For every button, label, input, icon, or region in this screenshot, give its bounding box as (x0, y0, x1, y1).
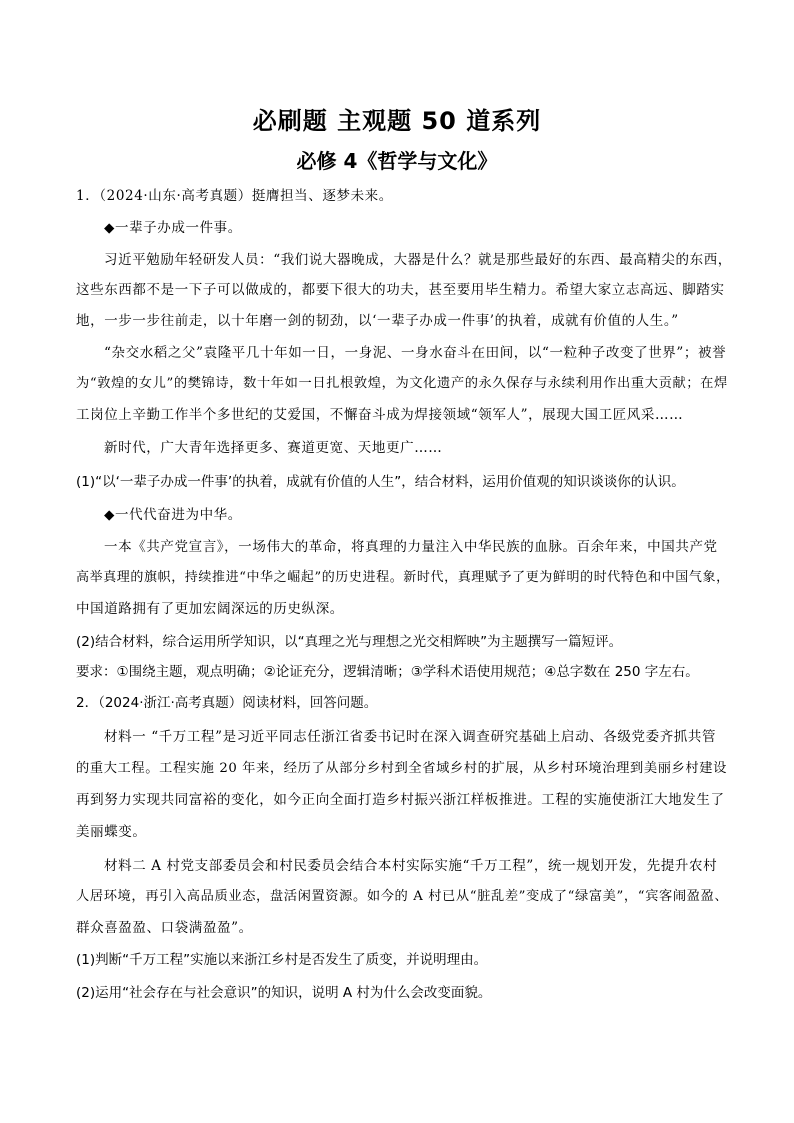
q1-paragraph-2-line: “杂交水稻之父”袁隆平几十年如一日，一身泥、一身水奋斗在田间，以“一粒种子改变了世界”；被誉 (104, 345, 727, 361)
q1-subquestion-2: (2)结合材料，综合运用所学知识，以“真理之光与理想之光交相辉映”为主题撰写一篇短评。 (76, 634, 623, 650)
q2-subquestion-1: (1)判断“千万工程”实施以来浙江乡村是否发生了质变，并说明理由。 (76, 952, 488, 968)
q2-header: 2．（2024·浙江·高考真题）阅读材料，回答问题。 (76, 695, 378, 711)
q1-paragraph-4-line: 高举真理的旗帜，持续推进“中华之崛起”的历史进程。新时代，真理赋予了更为鲜明的时代特色和中国气象， (76, 570, 730, 585)
q1-header: 1．（2024·山东·高考真题）挺膺担当、逐梦未来。 (76, 188, 393, 204)
q2-material-1-line: 再到努力实现共同富裕的变化，如今正向全面打造乡村振兴浙江样板推进。工程的实施使浙江大地发生了 (76, 792, 725, 808)
page-subtitle: 必修 4《哲学与文化》 (296, 149, 498, 173)
q2-subquestion-2: (2)运用“社会存在与社会意识”的知识，说明 A 村为什么会改变面貌。 (76, 985, 492, 1001)
q1-paragraph-4-line: 中国道路拥有了更加宏阔深远的历史纵深。 (76, 601, 344, 617)
q1-subquestion-1: (1)“以‘一辈子办成一件事’的执着，成就有价值的人生”，结合材料，运用价值观的知识谈谈你的认识。 (76, 474, 685, 490)
q1-paragraph-2-line: 为“敦煌的女儿”的樊锦诗，数十年如一日扎根敦煌，为文化遗产的永久保存与永续利用作出重大贡献；在焊 (76, 376, 728, 391)
q1-paragraph-1-line: 这些东西都不是一下子可以做成的，都要下很大的功夫，甚至要用毕生精力。希望大家立志高远、脚踏实 (76, 282, 725, 298)
q2-material-2-line: 人居环境，再引入高品质业态，盘活闲置资源。如今的 A 村已从“脏乱差”变成了“绿富美”，“宾客闹盈盈、 (76, 889, 729, 904)
q1-section-heading-1: ◆一辈子办成一件事。 (104, 220, 242, 236)
q2-material-2-line: 群众喜盈盈、口袋满盈盈”。 (76, 920, 253, 936)
q2-material-2-line: 材料二 A 村党支部委员会和村民委员会结合本村实际实施“千万工程”，统一规划开发，先提升农村 (104, 858, 718, 874)
q1-paragraph-1-line: 习近平勉励年轻研发人员：“我们说大器晚成，大器是什么？就是那些最好的东西、最高精尖的东西， (104, 252, 732, 268)
q1-paragraph-4-line: 一本《共产党宣言》，一场伟大的革命，将真理的力量注入中华民族的血脉。百余年来，中国共产党 (104, 539, 718, 555)
q1-paragraph-2-line: 工岗位上辛勤工作半个多世纪的艾爱国，不懈奋斗成为焊接领域“领军人”，展现大国工匠风采…… (76, 407, 684, 423)
q2-material-1-line: 材料一 “千万工程”是习近平同志任浙江省委书记时在深入调查研究基础上启动、各级党委齐抓共管 (104, 729, 717, 745)
q1-requirements: 要求：①围绕主题，观点明确；②论证充分，逻辑清晰；③学科术语使用规范；④总字数在 250 字左右。 (76, 664, 699, 680)
q1-paragraph-3: 新时代，广大青年选择更多、赛道更宽、天地更广…… (104, 440, 443, 456)
page-title: 必刷题 主观题 50 道系列 (252, 107, 542, 135)
q1-section-heading-2: ◆一代代奋进为中华。 (104, 507, 242, 523)
q2-material-1-line: 的重大工程。工程实施 20 年来，经历了从部分乡村到全省域乡村的扩展，从乡村环境治理到美丽乡村建设 (76, 761, 727, 776)
q1-paragraph-1-line: 地，一步一步往前走，以十年磨一剑的韧劲，以‘一辈子办成一件事’的执着，成就有价值的人生。” (76, 313, 679, 329)
q2-material-1-line: 美丽蝶变。 (76, 824, 147, 840)
